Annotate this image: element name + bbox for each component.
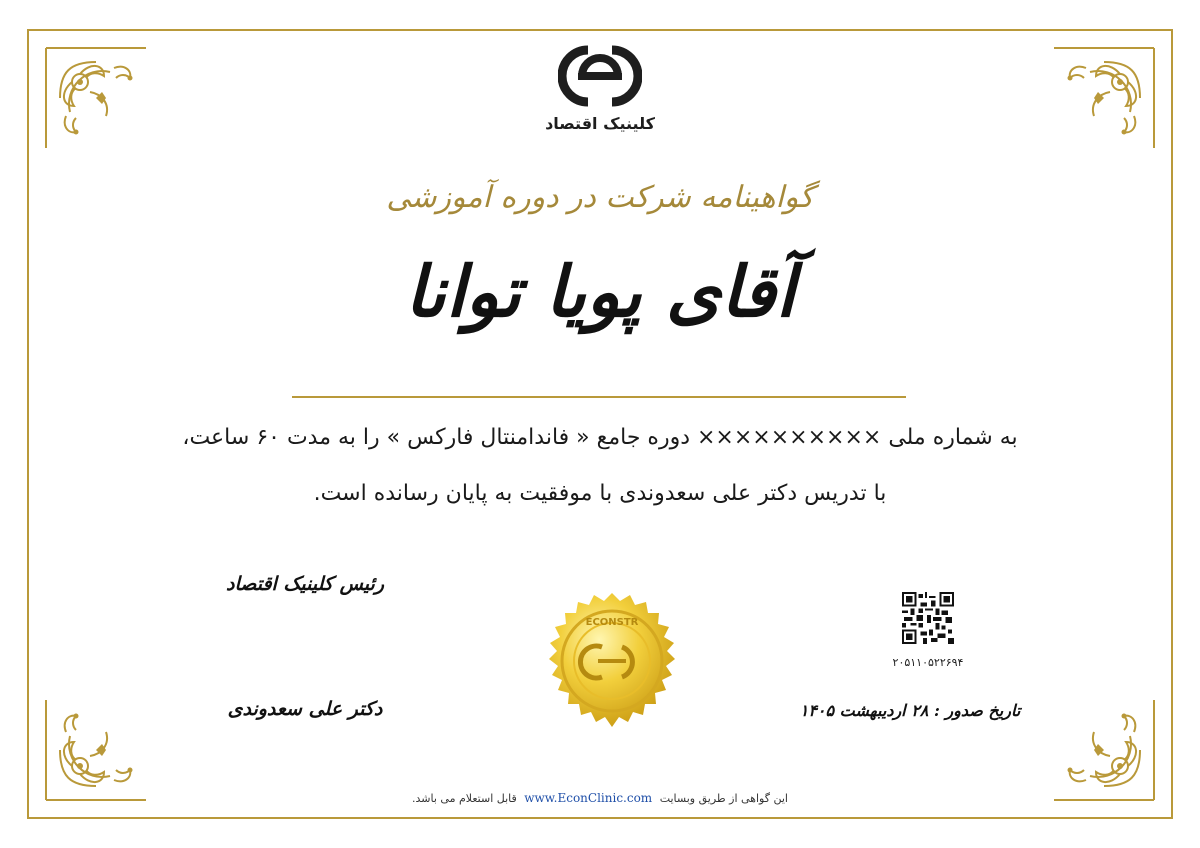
footer-suffix: قابل استعلام می باشد. [412,792,517,805]
corner-ornament-icon [1048,42,1160,154]
verification-footer [300,791,900,805]
certificate-subtitle: گواهینامه شرکت در دوره آموزشی [386,180,814,215]
signatory-name: دکتر علی سعدوندی [227,698,383,720]
footer-prefix: این گواهی از طریق وبسایت [659,792,788,805]
seal-ring-text: ECONSTR [585,617,639,628]
certificate-serial: ۲۰۵۱۱۰۵۲۲۶۹۴ [892,656,964,669]
brand-logo [540,44,660,133]
corner-ornament-icon [40,694,152,806]
issue-date: تاریخ صدور : ۲۸ اردیبهشت ۱۴۰۵ [799,701,1021,720]
website-link[interactable]: www.EconClinic.com [524,791,653,805]
gold-seal-icon [534,591,690,747]
divider-line [292,396,906,398]
corner-ornament-icon [40,42,152,154]
corner-ornament-icon [1048,694,1160,806]
recipient-name: آقای پویا توانا [404,250,796,333]
certificate-body-line-1: به شماره ملی ×××××××××× دوره جامع « فاندامنتال فارکس » را به مدت ۶۰ ساعت، [182,425,1018,450]
brand-name: کلینیک اقتصاد [545,114,655,133]
signatory-title: رئیس کلینیک اقتصاد [225,573,384,595]
certificate-body-line-2: با تدریس دکتر علی سعدوندی با موفقیت به پایان رسانده است. [313,481,887,506]
econ-clinic-logo-icon [558,44,642,108]
qr-code-icon [902,592,954,644]
